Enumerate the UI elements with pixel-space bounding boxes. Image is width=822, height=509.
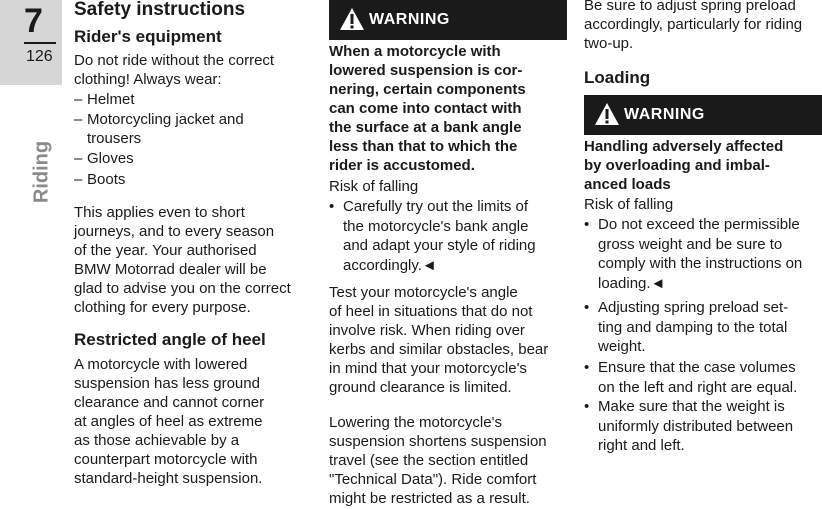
page-title: Safety instructions — [74, 0, 246, 20]
bullet-icon: • — [584, 398, 590, 415]
dash-icon: – — [74, 111, 83, 128]
section-side-label — [20, 137, 64, 207]
bullet-item: • Make sure that the weight is uniformly distributed between right and left. — [584, 398, 794, 454]
heel-heading: Restricted angle of heel — [74, 330, 266, 349]
dash-icon: – — [74, 171, 83, 188]
page-number: 126 — [26, 48, 53, 65]
dash-icon: – — [74, 150, 83, 167]
warning-triangle-icon — [594, 102, 620, 126]
warning-label: WARNING — [369, 11, 450, 28]
equipment-item-cont: trousers — [87, 130, 142, 147]
chapter-number: 7 — [24, 2, 43, 40]
bullet-item: • Carefully try out the limits of the motorcycle's bank angle and adapt your style of riding accordingly.◄ — [329, 198, 536, 274]
risk-text: Risk of falling — [584, 196, 674, 213]
bullet-item: • Do not exceed the permissible gross weight and be sure to comply with the instructions on loading.◄ — [584, 216, 803, 292]
bullet-icon: • — [584, 299, 590, 316]
equipment-item: – Boots — [74, 171, 126, 188]
warning-label: WARNING — [624, 106, 705, 123]
warning-banner — [329, 0, 567, 40]
bullet-item: • Ensure that the case volumes on the left and right are equal. — [584, 359, 798, 396]
section-name: Riding — [30, 140, 53, 204]
loading-heading: Loading — [584, 68, 651, 87]
chapter-tab — [0, 0, 62, 85]
bullet-item: • Adjusting spring preload set- ting and damping to the total weight. — [584, 299, 789, 355]
risk-text: Risk of falling — [329, 178, 419, 195]
warning-banner — [584, 95, 822, 135]
equipment-item: – Motorcycling jacket and — [74, 111, 244, 128]
equipment-item: – Gloves — [74, 150, 134, 167]
bullet-icon: • — [329, 198, 335, 215]
equipment-intro-line: Do not ride without the correct — [74, 52, 275, 69]
equipment-heading: Rider's equipment — [74, 27, 222, 46]
tab-divider — [24, 42, 56, 44]
warning-triangle-icon — [339, 7, 365, 31]
bullet-icon: • — [584, 359, 590, 376]
equipment-item: – Helmet — [74, 91, 135, 108]
bullet-icon: • — [584, 216, 590, 233]
equipment-intro-line: clothing! Always wear: — [74, 71, 222, 88]
dash-icon: – — [74, 91, 83, 108]
